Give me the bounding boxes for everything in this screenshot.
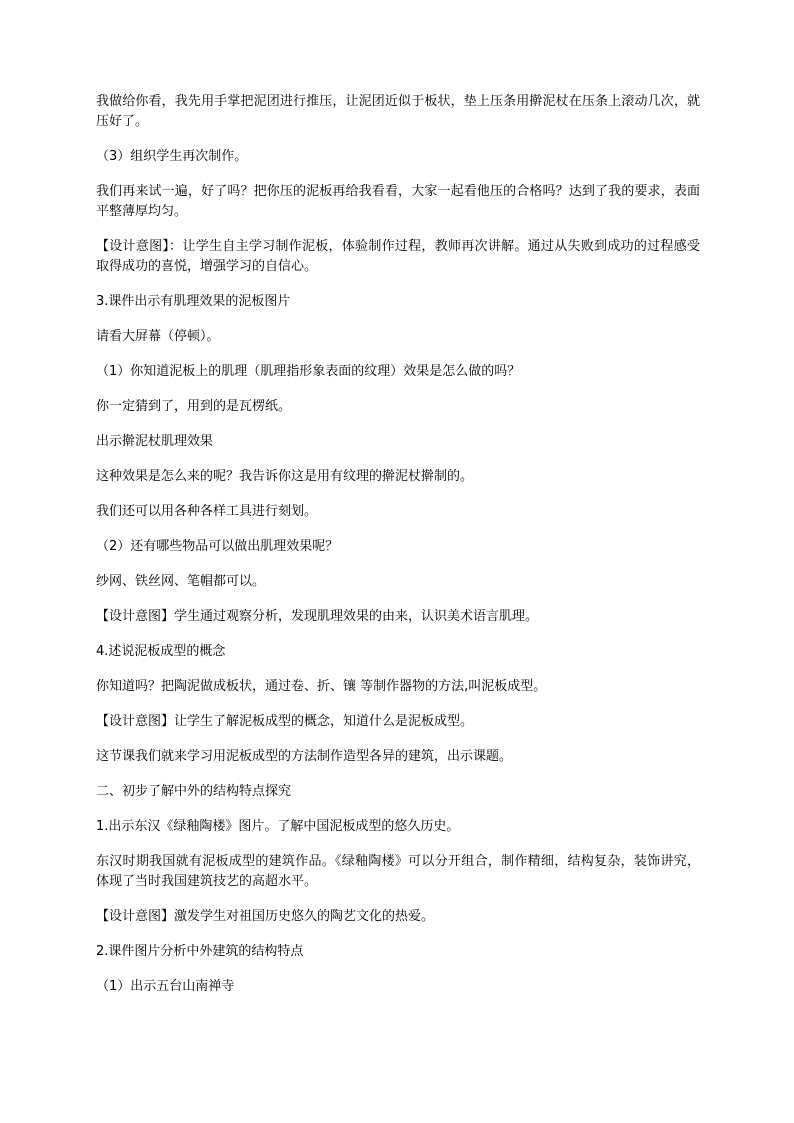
- section-heading: 3.课件出示有肌理效果的泥板图片: [96, 294, 291, 309]
- paragraph: 东汉时期我国就有泥板成型的建筑作品。《绿釉陶楼》可以分开组合，制作精细，结构复杂，装饰讲究，体现了当时我国建筑技艺的高超水平。: [96, 854, 700, 889]
- paragraph: 你知道吗？把陶泥做成板状，通过卷、折、镶 等制作器物的方法,叫泥板成型。: [96, 679, 547, 694]
- paragraph: 我们还可以用各种各样工具进行刻划。: [96, 504, 318, 519]
- paragraph: （3）组织学生再次制作。: [96, 149, 248, 164]
- paragraph: 出示擀泥杖肌理效果: [96, 434, 214, 449]
- paragraph: （1）出示五台山南禅寺: [96, 979, 235, 994]
- paragraph: 纱网、铁丝网、笔帽都可以。: [96, 574, 266, 589]
- design-intent-paragraph: 【设计意图】：让学生自主学习制作泥板，体验制作过程，教师再次讲解。通过从失败到成功的过程感受取得成功的喜悦，增强学习的自信心。: [96, 239, 700, 274]
- paragraph: （2）还有哪些物品可以做出肌理效果呢？: [96, 539, 339, 554]
- paragraph: 我们再来试一遍，好了吗？把你压的泥板再给我看看，大家一起看他压的合格吗？达到了我的要求，表面平整薄厚均匀。: [96, 184, 700, 219]
- section-heading: 2.课件图片分析中外建筑的结构特点: [96, 944, 304, 959]
- section-heading: 1.出示东汉《绿釉陶楼》图片。了解中国泥板成型的悠久历史。: [96, 819, 460, 834]
- paragraph: 这种效果是怎么来的呢？我告诉你这是用有纹理的擀泥杖擀制的。: [96, 469, 474, 484]
- design-intent-paragraph: 【设计意图】激发学生对祖国历史悠久的陶艺文化的热爱。: [96, 909, 435, 924]
- design-intent-paragraph: 【设计意图】学生通过观察分析，发现肌理效果的由来，认识美术语言肌理。: [96, 609, 539, 624]
- design-intent-paragraph: 【设计意图】让学生了解泥板成型的概念，知道什么是泥板成型。: [96, 714, 474, 729]
- paragraph: 我做给你看，我先用手掌把泥团进行推压，让泥团近似于板状，垫上压条用擀泥杖在压条上滚动几次，就压好了。: [96, 94, 700, 129]
- paragraph: 请看大屏幕（停顿）。: [96, 329, 220, 344]
- document-page: [96, 92, 700, 1012]
- paragraph: （1）你知道泥板上的肌理（肌理指形象表面的纹理）效果是怎么做的吗？: [96, 364, 521, 379]
- paragraph: 你一定猜到了，用到的是瓦楞纸。: [96, 399, 292, 414]
- section-heading: 二、初步了解中外的结构特点探究: [96, 784, 292, 799]
- paragraph: 这节课我们就来学习用泥板成型的方法制作造型各异的建筑，出示课题。: [96, 749, 513, 764]
- section-heading: 4.述说泥板成型的概念: [96, 644, 226, 659]
